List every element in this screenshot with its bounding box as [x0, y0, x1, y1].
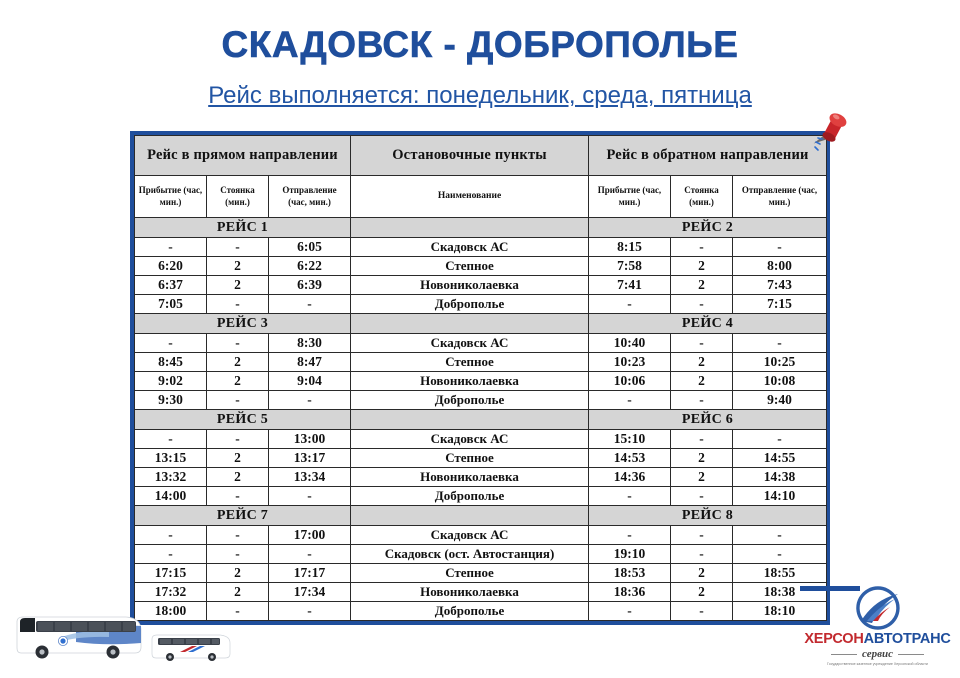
logo-fine-print: Государственное казенное учреждение Херсонской области: [827, 661, 928, 667]
cell-reverse-arrival: 7:41: [589, 276, 671, 295]
table-row: [135, 545, 827, 564]
cell-forward-stop: -: [207, 238, 269, 257]
cell-reverse-arrival: -: [589, 487, 671, 506]
cell-forward-departure: 6:22: [269, 257, 351, 276]
cell-reverse-arrival: 14:53: [589, 449, 671, 468]
reys-label-forward: РЕЙС 3: [135, 314, 351, 334]
cell-forward-stop: 2: [207, 583, 269, 602]
cell-stop-name: Новониколаевка: [351, 583, 589, 602]
logo-swoosh-icon: [847, 586, 909, 632]
table-row: [135, 334, 827, 353]
cell-reverse-arrival: 18:36: [589, 583, 671, 602]
cell-reverse-arrival: 15:10: [589, 430, 671, 449]
group-header-forward: Рейс в прямом направлении: [135, 136, 351, 176]
cell-reverse-arrival: -: [589, 602, 671, 621]
logo-wordmark: [800, 631, 955, 647]
cell-reverse-stop: -: [671, 295, 733, 314]
cell-forward-departure: 8:30: [269, 334, 351, 353]
cell-reverse-stop: -: [671, 602, 733, 621]
cell-reverse-stop: 2: [671, 276, 733, 295]
reys-label-reverse: РЕЙС 8: [589, 506, 827, 526]
logo-word-servis: сервис: [861, 648, 894, 660]
cell-forward-arrival: -: [135, 334, 207, 353]
reys-label-forward: РЕЙС 1: [135, 218, 351, 238]
cell-forward-arrival: 17:15: [135, 564, 207, 583]
sub-header-6: Отправление (час, мин.): [733, 176, 827, 218]
cell-forward-arrival: 13:15: [135, 449, 207, 468]
table-row: [135, 468, 827, 487]
group-header-stops: Остановочные пункты: [351, 136, 589, 176]
sub-header-5: Стоянка (мин.): [671, 176, 733, 218]
cell-stop-name: Новониколаевка: [351, 276, 589, 295]
cell-reverse-arrival: 19:10: [589, 545, 671, 564]
cell-reverse-stop: -: [671, 487, 733, 506]
cell-reverse-departure: 14:55: [733, 449, 827, 468]
cell-reverse-departure: -: [733, 545, 827, 564]
cell-forward-stop: 2: [207, 564, 269, 583]
cell-stop-name: Степное: [351, 353, 589, 372]
cell-forward-departure: 17:00: [269, 526, 351, 545]
cell-forward-stop: -: [207, 334, 269, 353]
company-logo: [800, 586, 955, 676]
cell-stop-name: Доброполье: [351, 487, 589, 506]
cell-forward-arrival: 13:32: [135, 468, 207, 487]
sub-header-row: [135, 176, 827, 218]
cell-forward-departure: 6:39: [269, 276, 351, 295]
cell-reverse-arrival: 7:58: [589, 257, 671, 276]
cell-forward-arrival: 6:37: [135, 276, 207, 295]
cell-forward-arrival: 14:00: [135, 487, 207, 506]
cell-reverse-arrival: -: [589, 391, 671, 410]
cell-forward-departure: 13:34: [269, 468, 351, 487]
cell-stop-name: Доброполье: [351, 295, 589, 314]
cell-stop-name: Доброполье: [351, 602, 589, 621]
cell-forward-departure: 9:04: [269, 372, 351, 391]
cell-forward-departure: -: [269, 391, 351, 410]
logo-word-avtotrans: АВТОТРАНС: [863, 631, 951, 647]
cell-reverse-departure: 14:38: [733, 468, 827, 487]
table-row: [135, 257, 827, 276]
cell-forward-departure: 6:05: [269, 238, 351, 257]
cell-forward-stop: 2: [207, 449, 269, 468]
cell-reverse-arrival: 14:36: [589, 468, 671, 487]
reys-band-row: [135, 218, 827, 238]
cell-stop-name: Скадовск (ост. Автостанция): [351, 545, 589, 564]
cell-forward-departure: 13:00: [269, 430, 351, 449]
sub-header-0: Прибытие (час, мин.): [135, 176, 207, 218]
reys-label-reverse: РЕЙС 6: [589, 410, 827, 430]
cell-stop-name: Степное: [351, 257, 589, 276]
sub-header-4: Прибытие (час, мин.): [589, 176, 671, 218]
cell-reverse-stop: 2: [671, 468, 733, 487]
table-row: [135, 276, 827, 295]
cell-reverse-stop: -: [671, 526, 733, 545]
cell-forward-arrival: 7:05: [135, 295, 207, 314]
logo-service-row: [800, 648, 955, 660]
reys-label-reverse: РЕЙС 4: [589, 314, 827, 334]
cell-reverse-departure: 7:15: [733, 295, 827, 314]
logo-word-kherson: ХЕРСОН: [804, 631, 864, 647]
cell-reverse-arrival: -: [589, 295, 671, 314]
cell-reverse-departure: -: [733, 430, 827, 449]
timetable: [134, 135, 827, 621]
cell-forward-departure: 13:17: [269, 449, 351, 468]
reys-band-row: [135, 506, 827, 526]
cell-forward-stop: -: [207, 295, 269, 314]
cell-forward-arrival: 17:32: [135, 583, 207, 602]
cell-forward-arrival: -: [135, 238, 207, 257]
cell-stop-name: Степное: [351, 564, 589, 583]
cell-forward-stop: -: [207, 526, 269, 545]
table-row: [135, 526, 827, 545]
cell-stop-name: Степное: [351, 449, 589, 468]
cell-forward-stop: -: [207, 391, 269, 410]
cell-forward-stop: 2: [207, 353, 269, 372]
table-row: [135, 564, 827, 583]
cell-reverse-arrival: -: [589, 526, 671, 545]
table-row: [135, 295, 827, 314]
cell-reverse-departure: 10:08: [733, 372, 827, 391]
cell-forward-departure: -: [269, 545, 351, 564]
table-row: [135, 391, 827, 410]
cell-reverse-stop: 2: [671, 372, 733, 391]
group-header-reverse: Рейс в обратном направлении: [589, 136, 827, 176]
cell-forward-arrival: 18:00: [135, 602, 207, 621]
cell-reverse-stop: 2: [671, 449, 733, 468]
cell-reverse-stop: -: [671, 430, 733, 449]
cell-forward-stop: 2: [207, 372, 269, 391]
cell-reverse-departure: -: [733, 334, 827, 353]
schedule-days-subtitle: Рейс выполняется: понедельник, среда, пятница: [208, 82, 752, 109]
cell-stop-name: Скадовск АС: [351, 430, 589, 449]
cell-stop-name: Доброполье: [351, 391, 589, 410]
cell-forward-departure: -: [269, 295, 351, 314]
cell-forward-arrival: 8:45: [135, 353, 207, 372]
cell-reverse-stop: -: [671, 545, 733, 564]
cell-forward-arrival: 6:20: [135, 257, 207, 276]
cell-reverse-departure: -: [733, 238, 827, 257]
cell-stop-name: Скадовск АС: [351, 334, 589, 353]
logo-rule-left: [831, 654, 857, 655]
cell-reverse-arrival: 8:15: [589, 238, 671, 257]
cell-reverse-departure: 18:55: [733, 564, 827, 583]
cell-reverse-departure: 14:10: [733, 487, 827, 506]
cell-reverse-arrival: 10:06: [589, 372, 671, 391]
cell-forward-stop: -: [207, 430, 269, 449]
bus-icon: [150, 632, 232, 662]
cell-reverse-arrival: 10:23: [589, 353, 671, 372]
pushpin-icon: [812, 112, 856, 158]
cell-forward-stop: 2: [207, 468, 269, 487]
table-row: [135, 430, 827, 449]
cell-forward-departure: 17:17: [269, 564, 351, 583]
table-row: [135, 238, 827, 257]
cell-forward-departure: -: [269, 602, 351, 621]
cell-reverse-departure: 7:43: [733, 276, 827, 295]
table-row: [135, 372, 827, 391]
bus-icon: [14, 612, 144, 660]
reys-band-row: [135, 314, 827, 334]
cell-reverse-departure: 18:38: [733, 583, 827, 602]
cell-forward-stop: -: [207, 545, 269, 564]
group-header-row: [135, 136, 827, 176]
sub-header-1: Стоянка (мин.): [207, 176, 269, 218]
table-row: [135, 602, 827, 621]
cell-forward-arrival: -: [135, 545, 207, 564]
cell-forward-stop: 2: [207, 257, 269, 276]
reys-band-spacer: [351, 410, 589, 430]
cell-forward-stop: -: [207, 487, 269, 506]
cell-reverse-stop: 2: [671, 583, 733, 602]
cell-forward-departure: 17:34: [269, 583, 351, 602]
cell-forward-arrival: -: [135, 526, 207, 545]
cell-reverse-stop: -: [671, 334, 733, 353]
cell-forward-arrival: 9:30: [135, 391, 207, 410]
reys-band-spacer: [351, 506, 589, 526]
cell-reverse-stop: 2: [671, 257, 733, 276]
sub-header-3: Наименование: [351, 176, 589, 218]
table-row: [135, 583, 827, 602]
cell-stop-name: Новониколаевка: [351, 372, 589, 391]
cell-forward-arrival: 9:02: [135, 372, 207, 391]
cell-reverse-arrival: 18:53: [589, 564, 671, 583]
table-row: [135, 487, 827, 506]
reys-label-reverse: РЕЙС 2: [589, 218, 827, 238]
cell-forward-departure: -: [269, 487, 351, 506]
sub-header-2: Отправление (час, мин.): [269, 176, 351, 218]
cell-stop-name: Скадовск АС: [351, 238, 589, 257]
cell-forward-stop: 2: [207, 276, 269, 295]
table-row: [135, 353, 827, 372]
reys-band-spacer: [351, 218, 589, 238]
reys-band-spacer: [351, 314, 589, 334]
cell-forward-departure: 8:47: [269, 353, 351, 372]
cell-reverse-departure: 10:25: [733, 353, 827, 372]
cell-reverse-departure: -: [733, 526, 827, 545]
cell-stop-name: Новониколаевка: [351, 468, 589, 487]
cell-reverse-stop: -: [671, 238, 733, 257]
cell-forward-stop: -: [207, 602, 269, 621]
cell-forward-arrival: -: [135, 430, 207, 449]
cell-reverse-stop: -: [671, 391, 733, 410]
cell-stop-name: Скадовск АС: [351, 526, 589, 545]
cell-reverse-arrival: 10:40: [589, 334, 671, 353]
table-row: [135, 449, 827, 468]
timetable-container: [130, 131, 830, 625]
reys-label-forward: РЕЙС 5: [135, 410, 351, 430]
cell-reverse-departure: 8:00: [733, 257, 827, 276]
reys-band-row: [135, 410, 827, 430]
reys-label-forward: РЕЙС 7: [135, 506, 351, 526]
cell-reverse-departure: 18:10: [733, 602, 827, 621]
cell-reverse-departure: 9:40: [733, 391, 827, 410]
cell-reverse-stop: 2: [671, 564, 733, 583]
page-title: СКАДОВСК - ДОБРОПОЛЬЕ: [221, 24, 739, 65]
logo-rule-right: [898, 654, 924, 655]
cell-reverse-stop: 2: [671, 353, 733, 372]
